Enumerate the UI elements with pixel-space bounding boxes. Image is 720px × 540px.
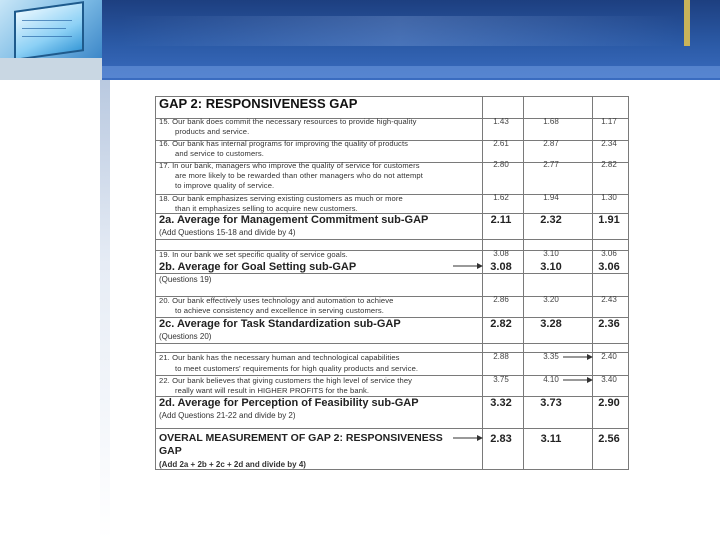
q19-line-1: 19. In our bank we set specific quality of service goals. bbox=[159, 250, 348, 259]
q22-arrow-icon bbox=[563, 375, 593, 385]
q22-value-3: 3.40 bbox=[601, 375, 617, 384]
keyboard-base bbox=[0, 58, 102, 80]
q21-line-2: to meet customers' requirements for high quality products and service. bbox=[175, 364, 419, 373]
overall-heading: OVERAL MEASUREMENT OF GAP 2: RESPONSIVENESS bbox=[159, 432, 443, 444]
q15-value-2: 1.68 bbox=[543, 117, 559, 126]
q21-value-3: 2.40 bbox=[601, 352, 617, 361]
q21-line-1: 21. Our bank has the necessary human and technological capabilities bbox=[159, 353, 400, 362]
q19-value-3: 3.06 bbox=[601, 249, 617, 258]
q15-value-3: 1.17 bbox=[601, 117, 617, 126]
overall-value-2: 3.11 bbox=[540, 433, 562, 445]
q15-value-1: 1.43 bbox=[493, 117, 509, 126]
q17-line-3: to improve quality of service. bbox=[175, 181, 275, 190]
sub2c-value-1: 2.82 bbox=[490, 318, 512, 330]
header-banner bbox=[0, 0, 720, 80]
sub2c-value-3: 2.36 bbox=[598, 318, 620, 330]
q21-value-2: 3.35 bbox=[543, 352, 559, 361]
q20-line-2: to achieve consistency and excellence in serving customers. bbox=[175, 306, 384, 315]
q18-value-2: 1.94 bbox=[543, 193, 559, 202]
sub2a-heading: 2a. Average for Management Commitment sub-GAP bbox=[159, 214, 429, 226]
page-title: GAP 2: RESPONSIVENESS GAP bbox=[159, 96, 358, 111]
q22-value-2: 4.10 bbox=[543, 375, 559, 384]
sub2d-value-3: 2.90 bbox=[598, 397, 620, 409]
q17-value-1: 2.80 bbox=[493, 160, 509, 169]
sub2a-value-2: 2.32 bbox=[540, 214, 562, 226]
q20-line-1: 20. Our bank effectively uses technology and automation to achieve bbox=[159, 296, 394, 305]
q20-value-1: 2.86 bbox=[493, 295, 509, 304]
q16-line-1: 16. Our bank has internal programs for improving the quality of products bbox=[159, 139, 409, 148]
banner-shine bbox=[120, 16, 680, 46]
q21-arrow-icon bbox=[563, 352, 593, 362]
banner-gold-accent bbox=[684, 0, 690, 46]
sub2a-note: (Add Questions 15-18 and divide by 4) bbox=[159, 228, 296, 237]
overall-arrow-icon bbox=[453, 433, 483, 443]
overall-note: (Add 2a + 2b + 2c + 2d and divide by 4) bbox=[159, 460, 306, 469]
sub2c-note: (Questions 20) bbox=[159, 332, 212, 341]
sub2b-note: (Questions 19) bbox=[159, 275, 212, 284]
q17-line-2: are more likely to be rewarded than other managers who do not attempt bbox=[175, 171, 423, 180]
q22-line-1: 22. Our bank believes that giving customers the high level of service they bbox=[159, 376, 413, 385]
q21-value-1: 2.88 bbox=[493, 352, 509, 361]
q15-line-2: products and service. bbox=[175, 127, 250, 136]
q22-line-2: really want will result in HIGHER PROFITS for the bank. bbox=[175, 386, 370, 395]
monitor-screen bbox=[14, 1, 84, 61]
sub2d-note: (Add Questions 21-22 and divide by 2) bbox=[159, 411, 296, 420]
q19-value-2: 3.10 bbox=[543, 249, 559, 258]
sub2b-heading: 2b. Average for Goal Setting sub-GAP bbox=[159, 261, 357, 273]
q15-line-1: 15. Our bank does commit the necessary resources to provide high-quality bbox=[159, 117, 417, 126]
sub2c-heading: 2c. Average for Task Standardization sub-GAP bbox=[159, 318, 401, 330]
sub2b-arrow-icon bbox=[453, 261, 483, 271]
sub2c-value-2: 3.28 bbox=[540, 318, 562, 330]
q18-line-2: than it emphasizes selling to acquire new customers. bbox=[175, 204, 358, 213]
q18-value-3: 1.30 bbox=[601, 193, 617, 202]
q22-value-1: 3.75 bbox=[493, 375, 509, 384]
q17-value-3: 2.82 bbox=[601, 160, 617, 169]
sub2b-value-2: 3.10 bbox=[540, 261, 562, 273]
banner-strip bbox=[100, 66, 720, 78]
q18-value-1: 1.62 bbox=[493, 193, 509, 202]
q20-value-2: 3.20 bbox=[543, 295, 559, 304]
sub2a-value-1: 2.11 bbox=[490, 214, 512, 226]
sub2d-heading: 2d. Average for Perception of Feasibility sub-GAP bbox=[159, 397, 419, 409]
monitor-photo bbox=[0, 0, 102, 80]
side-strip bbox=[100, 80, 110, 540]
q16-value-3: 2.34 bbox=[601, 139, 617, 148]
overall-heading-2: GAP bbox=[159, 445, 182, 457]
sub2d-value-1: 3.32 bbox=[490, 397, 512, 409]
q16-line-2: and service to customers. bbox=[175, 149, 265, 158]
q20-value-3: 2.43 bbox=[601, 295, 617, 304]
q16-value-2: 2.87 bbox=[543, 139, 559, 148]
overall-value-3: 2.56 bbox=[598, 433, 620, 445]
q17-line-1: 17. In our bank, managers who improve the quality of service for customers bbox=[159, 161, 420, 170]
overall-value-1: 2.83 bbox=[490, 433, 512, 445]
q19-value-1: 3.08 bbox=[493, 249, 509, 258]
sub2a-value-3: 1.91 bbox=[598, 214, 620, 226]
q18-line-1: 18. Our bank emphasizes serving existing customers as much or more bbox=[159, 194, 403, 203]
sub2b-value-1: 3.08 bbox=[490, 261, 512, 273]
gap-table bbox=[155, 96, 629, 470]
sub2d-value-2: 3.73 bbox=[540, 397, 562, 409]
sub2b-value-3: 3.06 bbox=[598, 261, 620, 273]
q16-value-1: 2.61 bbox=[493, 139, 509, 148]
q17-value-2: 2.77 bbox=[543, 160, 559, 169]
